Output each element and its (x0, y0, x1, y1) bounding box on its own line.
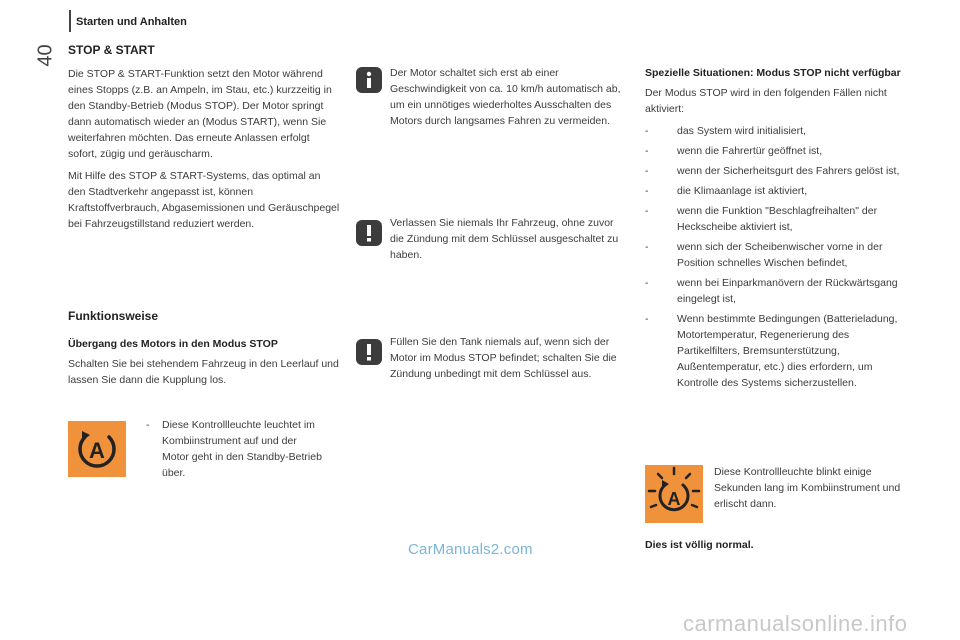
stop-indicator-text: Diese Kontrollleuchte leuchtet im Kombiinstrument auf und der Motor geht in den Standby-Betrieb über. (162, 419, 322, 479)
list-item (645, 143, 913, 159)
warning-note-1 (356, 215, 628, 263)
watermark-carmanuals2: CarManuals2.com (408, 541, 533, 558)
funktionsweise-body (68, 336, 340, 394)
warning-text-2: Füllen Sie den Tank niemals auf, wenn sich der Motor im Modus STOP befindet; schalten Sie die Zündung unbedingt mit dem Schlüssel aus. (390, 336, 617, 380)
warning-icon (356, 339, 382, 365)
dash: - (645, 241, 649, 253)
stop-mode-subtitle: Übergang des Motors in den Modus STOP (68, 338, 278, 350)
warning-text-1: Verlassen Sie niemals Ihr Fahrzeug, ohne zuvor die Zündung mit dem Schlüssel ausgeschaltet zu haben. (390, 217, 619, 261)
dash: - (645, 277, 649, 289)
list-item-text: wenn bei Einparkmanövern der Rückwärtsgang eingelegt ist, (677, 277, 898, 305)
list-item (645, 163, 913, 179)
list-item-text: wenn die Fahrertür geöffnet ist, (677, 145, 823, 157)
dash: - (645, 313, 649, 325)
section-title: Starten und Anhalten (76, 16, 187, 28)
intro-paragraph-1: Die STOP & START-Funktion setzt den Motor während eines Stopps (z.B. an Ampeln, im Stau, etc.) kurzzeitig in den Standby-Betrieb (Modus STOP). Der Motor springt dann automatisch wieder an (Modus START), wenn Sie weiterfahren möchten. Das erneute Anlassen erfolgt sofort, zügig und geräuscharm. (68, 68, 332, 160)
special-title: Spezielle Situationen: Modus STOP nicht verfügbar (645, 67, 901, 79)
warning-note-2 (356, 334, 628, 382)
stop-start-heading: STOP & START (68, 43, 155, 57)
dash: - (645, 205, 649, 217)
info-icon (356, 67, 382, 93)
special-intro: Der Modus STOP wird in den folgenden Fällen nicht aktiviert: (645, 87, 887, 115)
auto-stop-icon (68, 421, 126, 477)
special-situations (645, 67, 913, 395)
dash: - (645, 125, 649, 137)
svg-text:A: A (89, 438, 105, 463)
normal-note: Dies ist völlig normal. (645, 539, 754, 551)
list-item-text: wenn die Funktion "Beschlagfreihalten" der Heckscheibe aktiviert ist, (677, 205, 878, 233)
dash: - (645, 165, 649, 177)
intro-paragraph-2: Mit Hilfe des STOP & START-Systems, das optimal an den Stadtverkehr angepasst ist, können Kraftstoffverbrauch, Abgasemissionen und Geräuschpegel bei Fahrzeugstillstand reduziert werden. (68, 170, 340, 230)
list-item-text: die Klimaanlage ist aktiviert, (677, 185, 808, 197)
dash: - (146, 419, 150, 431)
auto-stop-blink-icon (645, 465, 703, 523)
dash: - (645, 145, 649, 157)
list-item-text: wenn der Sicherheitsgurt des Fahrers gelöst ist, (677, 165, 900, 177)
page-number: 40 (34, 44, 57, 67)
list-item (645, 203, 913, 235)
info-note (356, 65, 628, 129)
list-item-text: Wenn bestimmte Bedingungen (Batterieladung, Motortemperatur, Regenerierung des Partikelfilters, Bremsunterstützung, Außentemperatur, etc.) dies erfordern, um Kontrolle des Systems sicherzustellen. (677, 313, 898, 389)
stop-indicator-note (146, 417, 326, 481)
section-bar (69, 10, 71, 32)
list-item (645, 275, 913, 307)
list-item (645, 183, 913, 199)
watermark-carmanualsonline: carmanualsonline.info (683, 611, 908, 636)
dash: - (645, 185, 649, 197)
list-item (645, 239, 913, 271)
list-item-text: wenn sich der Scheibenwischer vorne in der Position schnelles Wischen befindet, (677, 241, 883, 269)
blink-indicator-text: Diese Kontrollleuchte blinkt einige Sekunden lang im Kombiinstrument und erlischt dann. (714, 466, 901, 510)
list-item (645, 123, 913, 139)
stop-start-intro (68, 66, 340, 238)
svg-text:A: A (667, 489, 681, 509)
list-item-text: das System wird initialisiert, (677, 125, 806, 137)
list-item (645, 311, 913, 391)
funktionsweise-heading: Funktionsweise (68, 309, 159, 323)
info-text: Der Motor schaltet sich erst ab einer Geschwindigkeit von ca. 10 km/h automatisch ab, um ein unnötiges wiederholtes Ausschalten des Motors durch langsames Fahren zu vermeiden. (390, 67, 621, 127)
stop-mode-paragraph: Schalten Sie bei stehendem Fahrzeug in den Leerlauf und lassen Sie dann die Kupplung los. (68, 358, 339, 386)
warning-icon (356, 220, 382, 246)
